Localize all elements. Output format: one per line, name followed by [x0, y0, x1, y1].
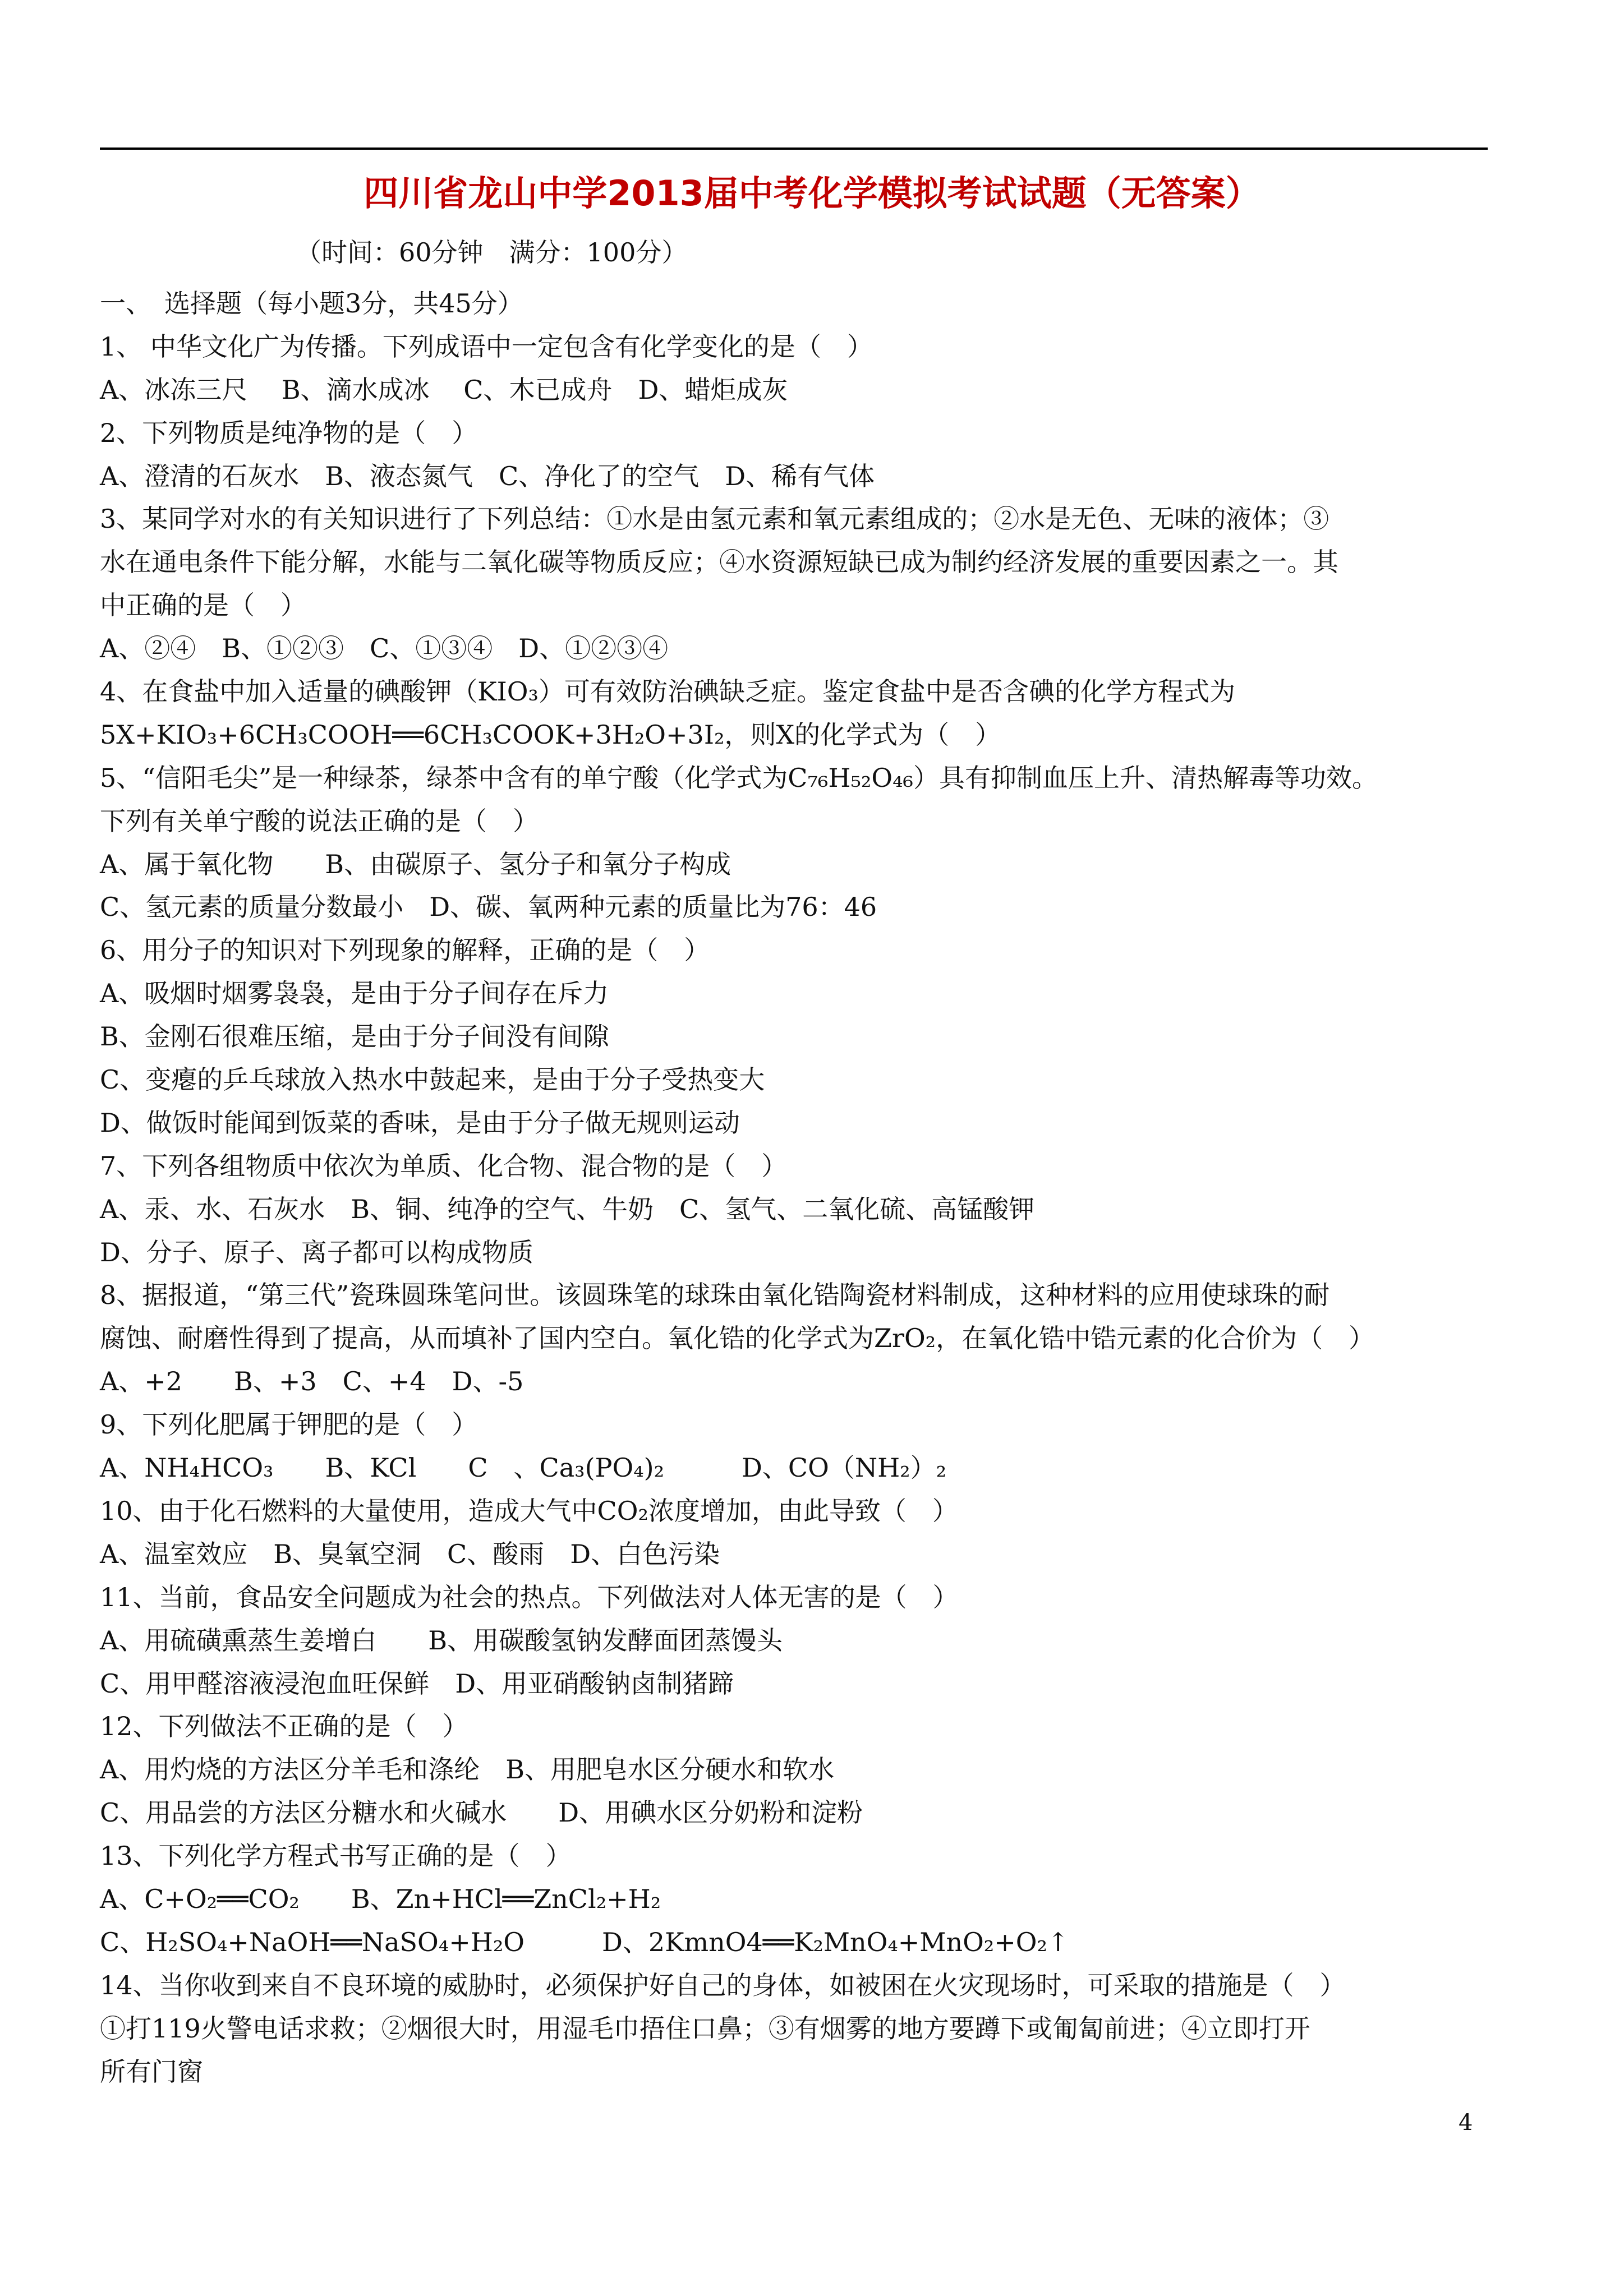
text-line: 一、 选择题（每小题3分，共45分） — [100, 288, 523, 319]
text-line: 2、下列物质是纯净物的是（ ） — [100, 417, 478, 448]
header-rule — [100, 147, 1488, 150]
text-line: C、用品尝的方法区分糖水和火碱水 D、用碘水区分奶粉和淀粉 — [100, 1797, 863, 1828]
page-title: 四川省龙山中学2013届中考化学模拟考试试题（无答案） — [364, 173, 1260, 214]
text-line: A、②④ B、①②③ C、①③④ D、①②③④ — [100, 633, 669, 664]
text-line: 4、在食盐中加入适量的碘酸钾（KIO₃）可有效防治碘缺乏症。鉴定食盐中是否含碘的化学方程式为 — [100, 676, 1235, 707]
text-line: ①打119火警电话求救；②烟很大时，用湿毛巾捂住口鼻；③有烟雾的地方要蹲下或匍匐前进；④立即打开 — [100, 2013, 1310, 2044]
text-line: 腐蚀、耐磨性得到了提高，从而填补了国内空白。氧化锆的化学式为ZrO₂，在氧化锆中锆元素的化合价为（ ） — [100, 1323, 1375, 1354]
text-line: 3、某同学对水的有关知识进行了下列总结：①水是由氢元素和氧元素组成的；②水是无色、无味的液体；③ — [100, 504, 1329, 534]
question-body — [100, 282, 1502, 2093]
text-line: A、NH₄HCO₃ B、KCl C 、Ca₃(PO₄)₂ D、CO（NH₂）₂ — [100, 1453, 947, 1483]
text-line: A、温室效应 B、臭氧空洞 C、酸雨 D、白色污染 — [100, 1538, 720, 1569]
text-line: A、汞、水、石灰水 B、铜、纯净的空气、牛奶 C、氢气、二氧化硫、高锰酸钾 — [100, 1193, 1035, 1224]
text-line: 所有门窗 — [100, 2056, 203, 2087]
text-line: D、分子、原子、离子都可以构成物质 — [100, 1237, 533, 1267]
text-line: 12、下列做法不正确的是（ ） — [100, 1711, 468, 1742]
text-line: 9、下列化肥属于钾肥的是（ ） — [100, 1409, 478, 1440]
text-line: 1、 中华文化广为传播。下列成语中一定包含有化学变化的是（ ） — [100, 331, 873, 362]
text-line: 5、“信阳毛尖”是一种绿茶，绿茶中含有的单宁酸（化学式为C₇₆H₅₂O₄₆）具有抑制血压上升、清热解毒等功效。 — [100, 762, 1378, 793]
text-line: 8、据报道，“第三代”瓷珠圆珠笔问世。该圆珠笔的球珠由氧化锆陶瓷材料制成，这种材料的应用使球珠的耐 — [100, 1280, 1330, 1311]
text-line: 中正确的是（ ） — [100, 590, 306, 621]
text-line: C、氢元素的质量分数最小 D、碳、氧两种元素的质量比为76：46 — [100, 892, 877, 923]
text-line: A、用硫磺熏蒸生姜增白 B、用碳酸氢钠发酵面团蒸馒头 — [100, 1625, 783, 1656]
text-line: 下列有关单宁酸的说法正确的是（ ） — [100, 805, 539, 836]
text-line: 水在通电条件下能分解，水能与二氧化碳等物质反应；④水资源短缺已成为制约经济发展的重要因素之一。其 — [100, 547, 1338, 578]
text-line: 11、当前，食品安全问题成为社会的热点。下列做法对人体无害的是（ ） — [100, 1582, 959, 1612]
text-line: A、+2 B、+3 C、+4 D、-5 — [100, 1366, 524, 1397]
text-line: B、金刚石很难压缩，是由于分子间没有间隙 — [100, 1021, 609, 1052]
text-line: A、属于氧化物 B、由碳原子、氢分子和氧分子构成 — [100, 849, 732, 879]
text-line: A、用灼烧的方法区分羊毛和涤纶 B、用肥皂水区分硬水和软水 — [100, 1754, 835, 1785]
text-line: A、澄清的石灰水 B、液态氮气 C、净化了的空气 D、稀有气体 — [100, 460, 875, 491]
text-line: C、用甲醛溶液浸泡血旺保鲜 D、用亚硝酸钠卤制猪蹄 — [100, 1668, 734, 1699]
text-line: A、冰冻三尺 B、滴水成冰 C、木已成舟 D、蜡炬成灰 — [100, 374, 788, 405]
exam-time-score: （时间：60分钟 满分：100分） — [296, 237, 688, 268]
text-line: 7、下列各组物质中依次为单质、化合物、混合物的是（ ） — [100, 1150, 788, 1181]
text-line: D、做饭时能闻到饭菜的香味，是由于分子做无规则运动 — [100, 1107, 740, 1138]
text-line: 10、由于化石燃料的大量使用，造成大气中CO₂浓度增加，由此导致（ ） — [100, 1495, 958, 1526]
text-line: 13、下列化学方程式书写正确的是（ ） — [100, 1841, 572, 1871]
text-line: 14、当你收到来自不良环境的威胁时，必须保护好自己的身体，如被困在火灾现场时，可采取的措施是（ ） — [100, 1970, 1346, 2000]
text-line: C、变瘪的乒乓球放入热水中鼓起来，是由于分子受热变大 — [100, 1064, 765, 1095]
text-line: 6、用分子的知识对下列现象的解释，正确的是（ ） — [100, 935, 710, 966]
page-number: 4 — [1459, 2110, 1473, 2136]
text-line: A、吸烟时烟雾袅袅，是由于分子间存在斥力 — [100, 978, 609, 1009]
text-line: A、C+O₂══CO₂ B、Zn+HCl══ZnCl₂+H₂ — [100, 1883, 661, 1914]
text-line: 5X+KIO₃+6CH₃COOH══6CH₃COOK+3H₂O+3I₂，则X的化学式为（ ） — [100, 719, 1001, 750]
text-line: C、H₂SO₄+NaOH══NaSO₄+H₂O D、2KmnO4══K₂MnO₄+MnO₂+O₂↑ — [100, 1926, 1069, 1957]
